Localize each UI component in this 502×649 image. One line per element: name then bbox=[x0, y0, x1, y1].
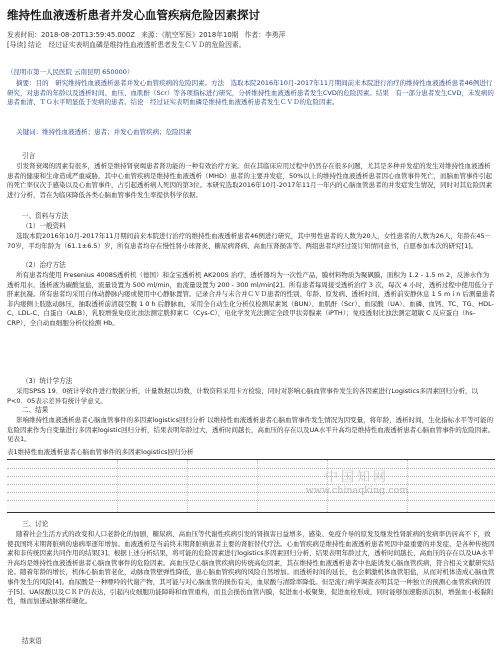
table-column bbox=[257, 460, 258, 512]
abstract: 摘要：目的 研究维持性血液透析患者并发心血管疾病的危险因素。方法 选取本院2016年10月-2017年11月期间前来本院进行治疗的维持性血液透析患者46例进行研究，对患者的年龄以及透析时间、血压、血肌酐（Scr）等各项指标进行研究，分析维持性血液透析患者发生CVD的危险因素。结果 有一部分患者发生CVD，未发病的患者血清、ＴＧ水平明显低于发病的患者。结论 经过证实表明血磷是维持性血液透析患者发生ＣＶＤ的危险因素。 bbox=[7, 79, 494, 107]
article-guide: [导读] 结论 经过证实表明血磷是维持性血液透析患者发生ＣＶＤ的危险因素。 bbox=[7, 41, 246, 49]
intro-paragraph: 引发肾衰竭的因素有很多，透析是维持肾衰竭患者肾功能的一种有效治疗方案。但在其临床应用过程中仍然存在很多问题，尤其是多种并发症的发生对维持性血液透析患者的健康和生命造成严重威胁，其中心血管疾病是维持性血液透析（MHD）患者的主要并发症，50%以上的维持性血液透析患者因心血管事件死亡，而脑血管事件引起的死亡率仅次于感染以及心血管事件，占引起透析病人死因的第3位。本研究选取2016年10月-2017年11月一年内的心脑血管患者的并发症发生情况，同时对其危险因素进行分析，旨在为临床降低各类心脑血管事件发生率提供科学依据。 bbox=[7, 162, 493, 199]
watermark bbox=[292, 466, 422, 508]
article-title: 维持性血液透析患者并发心血管疾病危险因素探讨 bbox=[7, 8, 260, 22]
section-1-3-heading: （3）统计学方法 bbox=[22, 377, 73, 385]
general-data-paragraph: 选取本院2016年10月-2017年11月期间前来本院进行治疗的维持性血液透析患者46例进行研究，其中男性患者的人数为20人，女性患者的人数为26人，年龄在45－70岁，平均年龄为（61.1±6.5）岁，所有患者均存在慢性肾小球肾炎、糖尿病肾病、高血压肾损害等。两组患者均经过签订知情同意书，自愿参加本次的研究[1]。 bbox=[7, 232, 492, 250]
watermark-url: www.chinaqking.com bbox=[305, 485, 409, 496]
publish-date: 发表时间：2018-08-20T13:59:45.000Z bbox=[7, 31, 135, 39]
treatment-paragraph: 所有患者均使用 Fresenius 4008S透析机（德国）和金宝透析机 AK200S 治疗，透析器均为一次性产品，膜材料物质为聚砜膜，面积为 1.2 - 1.5 m 2，反渗水作为透析用水，透析液为碳酸氢盐，流量设置为 500 ml/min，血流量设置为 200 - 300 ml/min[2]。所有患者每周接受透析治疗 3 次，每次 4 小时，透析过程中使用低分子肝素抗凝。所有患者均采用自体动静脉内瘘或使用中心静脉置管。记录合并与未合并ＣＶＤ患者的性别、年龄、原发病、透析时间，透析前安静休息 1 5 m i n 后测量患者非内瘘侧上肢肱动脉压，抽取透析前清晨空腹 1 0 h 后静脉血，采用全自动生化分析仪检测尿素氮（BUN）、血肌酐（Scr）、血尿酸（UA）、血磷、血钙、TC、TG、HDL-C、LDL-C、白蛋白（ALB），乳胶增强免疫比浊法测定胱抑素Ｃ（Cys-C），电化学发光法测定全段甲状旁腺素（iPTH）；免疫透射比浊法测定超敏 C 反应蛋白（hs-CRP），全自动血细胞分析仪检测 Hb。 bbox=[7, 271, 495, 327]
watermark-text: 中国知网 bbox=[324, 470, 389, 485]
statistics-paragraph: 采用SPSS 19．0统计学软件进行数据分析，计量数据以均数，计数资料采用卡方检验，同时对影响心脑血管事件发生的各因素进行Logistics多因素回归分析，以P<0．05表示差异有统计学意义。 bbox=[7, 387, 478, 405]
section-3-heading: 三、讨论 bbox=[22, 520, 49, 528]
results-paragraph: 影响维持性血液透析患者心脑血管事件的多因素logistics回归分析 以维持性血液透析患者心脑血管事件发生情况为因变量，将年龄，透析时间，生化指标水平等可能的危险因素作为自变量进行多因素logistic回归分析，结果表明年龄过大，透析时间越长，高血压的存在以及UA水平升高均是维持性血液透析患者心脑血管事件的危险因素。见表1。 bbox=[7, 416, 495, 444]
table-column bbox=[117, 460, 118, 512]
conclusion-heading: 结束语 bbox=[22, 637, 42, 645]
affiliation: （昆明市第一人民医院 云南昆明 650000） bbox=[7, 68, 134, 76]
discussion-paragraph: 随着社会生活方式的改变和人口老龄化的加剧，糖尿病、高血压等代谢性疾病引发的肾损害日益增多，感染、免疫介导的原发及继发性肾脏病的发病率仍居高不下，致使我国终末期肾脏病的患病率逐年增加。血液透析是当前终末期肾脏病患者主要的肾脏替代疗法。心血管疾病是维持性血液透析患者死因中最重要的并发症，是各种传统因素和非传统因素共同作用的结果[3]。根据上述分析结果，将可能的危险因素进行logistics多因素回归分析，结果表明年龄过大，透析时间越长，高血压的存在以及UA水平升高均是维持性血液透析患者心脑血管事件的危险因素。高血压是心脑血管疾病的传统高危因素，其在维持性血液透析患者中也能诱发心脑血管疾病，符合相关文献研究结论。随着年龄的增长，机体心脑血管老化，动脉血管壁弹性降低，患心脑血管疾病的风险自然增加。而透析时间的延长，也会刺激机体血管钼盐，从而对机体造成心脑血管事件发生的风险[4]。血尿酸是一种嘌呤的代谢产物，其可能与对心脑血管的损伤有关，血尿酸与清除率降低。但是流行病学调查表明其是一种独立的预测心血管疾病的因子[5]。UA尿酸以及ＣＲＰ的表达，引起内皮细胞功能障碍和血管重构，而且会损伤血管内膜，促进血小板聚集，促进血栓形成，同时能够加速脂质沉积，增强血小板黏附性，继而加速动脉粥样硬化。 bbox=[7, 530, 495, 606]
section-1-1-heading: （1）一般资料 bbox=[22, 222, 66, 230]
section-2-heading: 二、结果 bbox=[22, 406, 49, 414]
intro-heading: 引言 bbox=[22, 152, 36, 160]
table-column bbox=[187, 460, 188, 512]
article-meta bbox=[7, 31, 495, 41]
keywords: 关键词：维持性血液透析；患者；并发心血管疾病；危险因素 bbox=[16, 128, 192, 136]
section-1-2-heading: （2）治疗方法 bbox=[22, 261, 66, 269]
article-author: 作者：李勇萍 bbox=[244, 31, 286, 39]
section-1-heading: 一、资料与方法 bbox=[22, 212, 69, 220]
table-caption: 表1维持性血液透析患者心脑血管事件的多因素logistics回归分析 bbox=[7, 448, 194, 456]
article-source: 来源：《航空军医》2018年10期 bbox=[141, 31, 239, 39]
